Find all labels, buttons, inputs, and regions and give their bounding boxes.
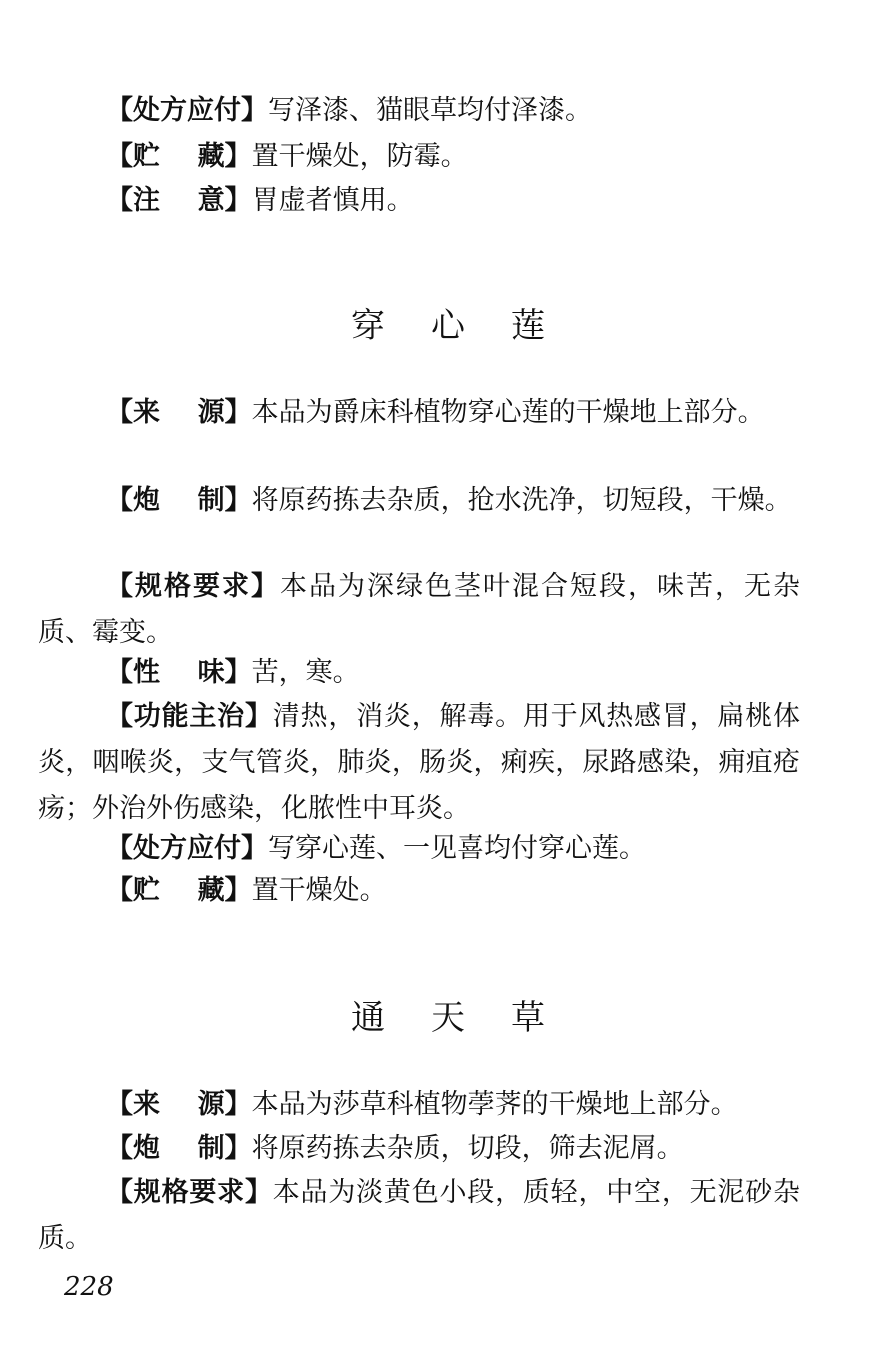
entry-text: 写穿心莲、一见喜均付穿心莲。 <box>268 833 646 864</box>
entry-text: 置干燥处。 <box>251 875 387 906</box>
entry-label: 【注 意】 <box>106 185 252 216</box>
entry-label: 【处方应付】 <box>106 833 268 864</box>
entry-label: 【性 味】 <box>106 657 252 688</box>
section-title: 通天草 <box>351 998 591 1038</box>
entry-processing <box>38 1126 800 1172</box>
entry-processing <box>38 478 800 524</box>
entry-label: 【功能主治】 <box>106 701 273 732</box>
entry-text: 将原药拣去杂质，切段，筛去泥屑。 <box>251 1133 684 1164</box>
entry-text: 本品为莎草科植物荸荠的干燥地上部分。 <box>251 1089 738 1120</box>
entry-text: 本品为深绿色茎叶混合短段，味苦，无杂质、霉变。 <box>38 571 800 648</box>
entry-label: 【贮 藏】 <box>106 141 252 172</box>
entry-text: 清热，消炎，解毒。用于风热感冒，扁桃体炎，咽喉炎，支气管炎，肺炎，肠炎，痢疾，尿路感染，痈疽疮疡；外治外伤感染，化脓性中耳炎。 <box>38 701 800 824</box>
entry-caution <box>38 178 800 224</box>
entry-source <box>38 1082 800 1128</box>
entry-text: 将原药拣去杂质，抢水洗净，切短段，干燥。 <box>251 485 792 516</box>
entry-label: 【来 源】 <box>106 397 252 428</box>
entry-label: 【炮 制】 <box>106 1133 252 1164</box>
entry-specification <box>38 1170 800 1262</box>
entry-source <box>38 390 800 436</box>
entry-nature-taste <box>38 650 800 696</box>
entry-specification <box>38 564 800 656</box>
entry-label: 【来 源】 <box>106 1089 252 1120</box>
entry-label: 【处方应付】 <box>106 95 268 126</box>
entry-functions <box>38 694 800 832</box>
entry-text: 本品为淡黄色小段，质轻，中空，无泥砂杂质。 <box>38 1177 800 1254</box>
entry-label: 【规格要求】 <box>106 571 280 602</box>
page-number: 228 <box>64 1272 114 1302</box>
entry-storage <box>38 868 800 914</box>
entry-storage <box>38 134 800 180</box>
section-title: 穿心莲 <box>351 306 591 346</box>
entry-text: 胃虚者慎用。 <box>251 185 414 216</box>
entry-text: 苦，寒。 <box>251 657 360 688</box>
entry-label: 【贮 藏】 <box>106 875 252 906</box>
entry-prescription <box>38 826 800 872</box>
entry-text: 本品为爵床科植物穿心莲的干燥地上部分。 <box>251 397 765 428</box>
entry-label: 【规格要求】 <box>106 1177 273 1208</box>
entry-text: 写泽漆、猫眼草均付泽漆。 <box>268 95 592 126</box>
entry-text: 置干燥处，防霉。 <box>251 141 468 172</box>
entry-label: 【炮 制】 <box>106 485 252 516</box>
entry-prescription <box>38 88 800 134</box>
